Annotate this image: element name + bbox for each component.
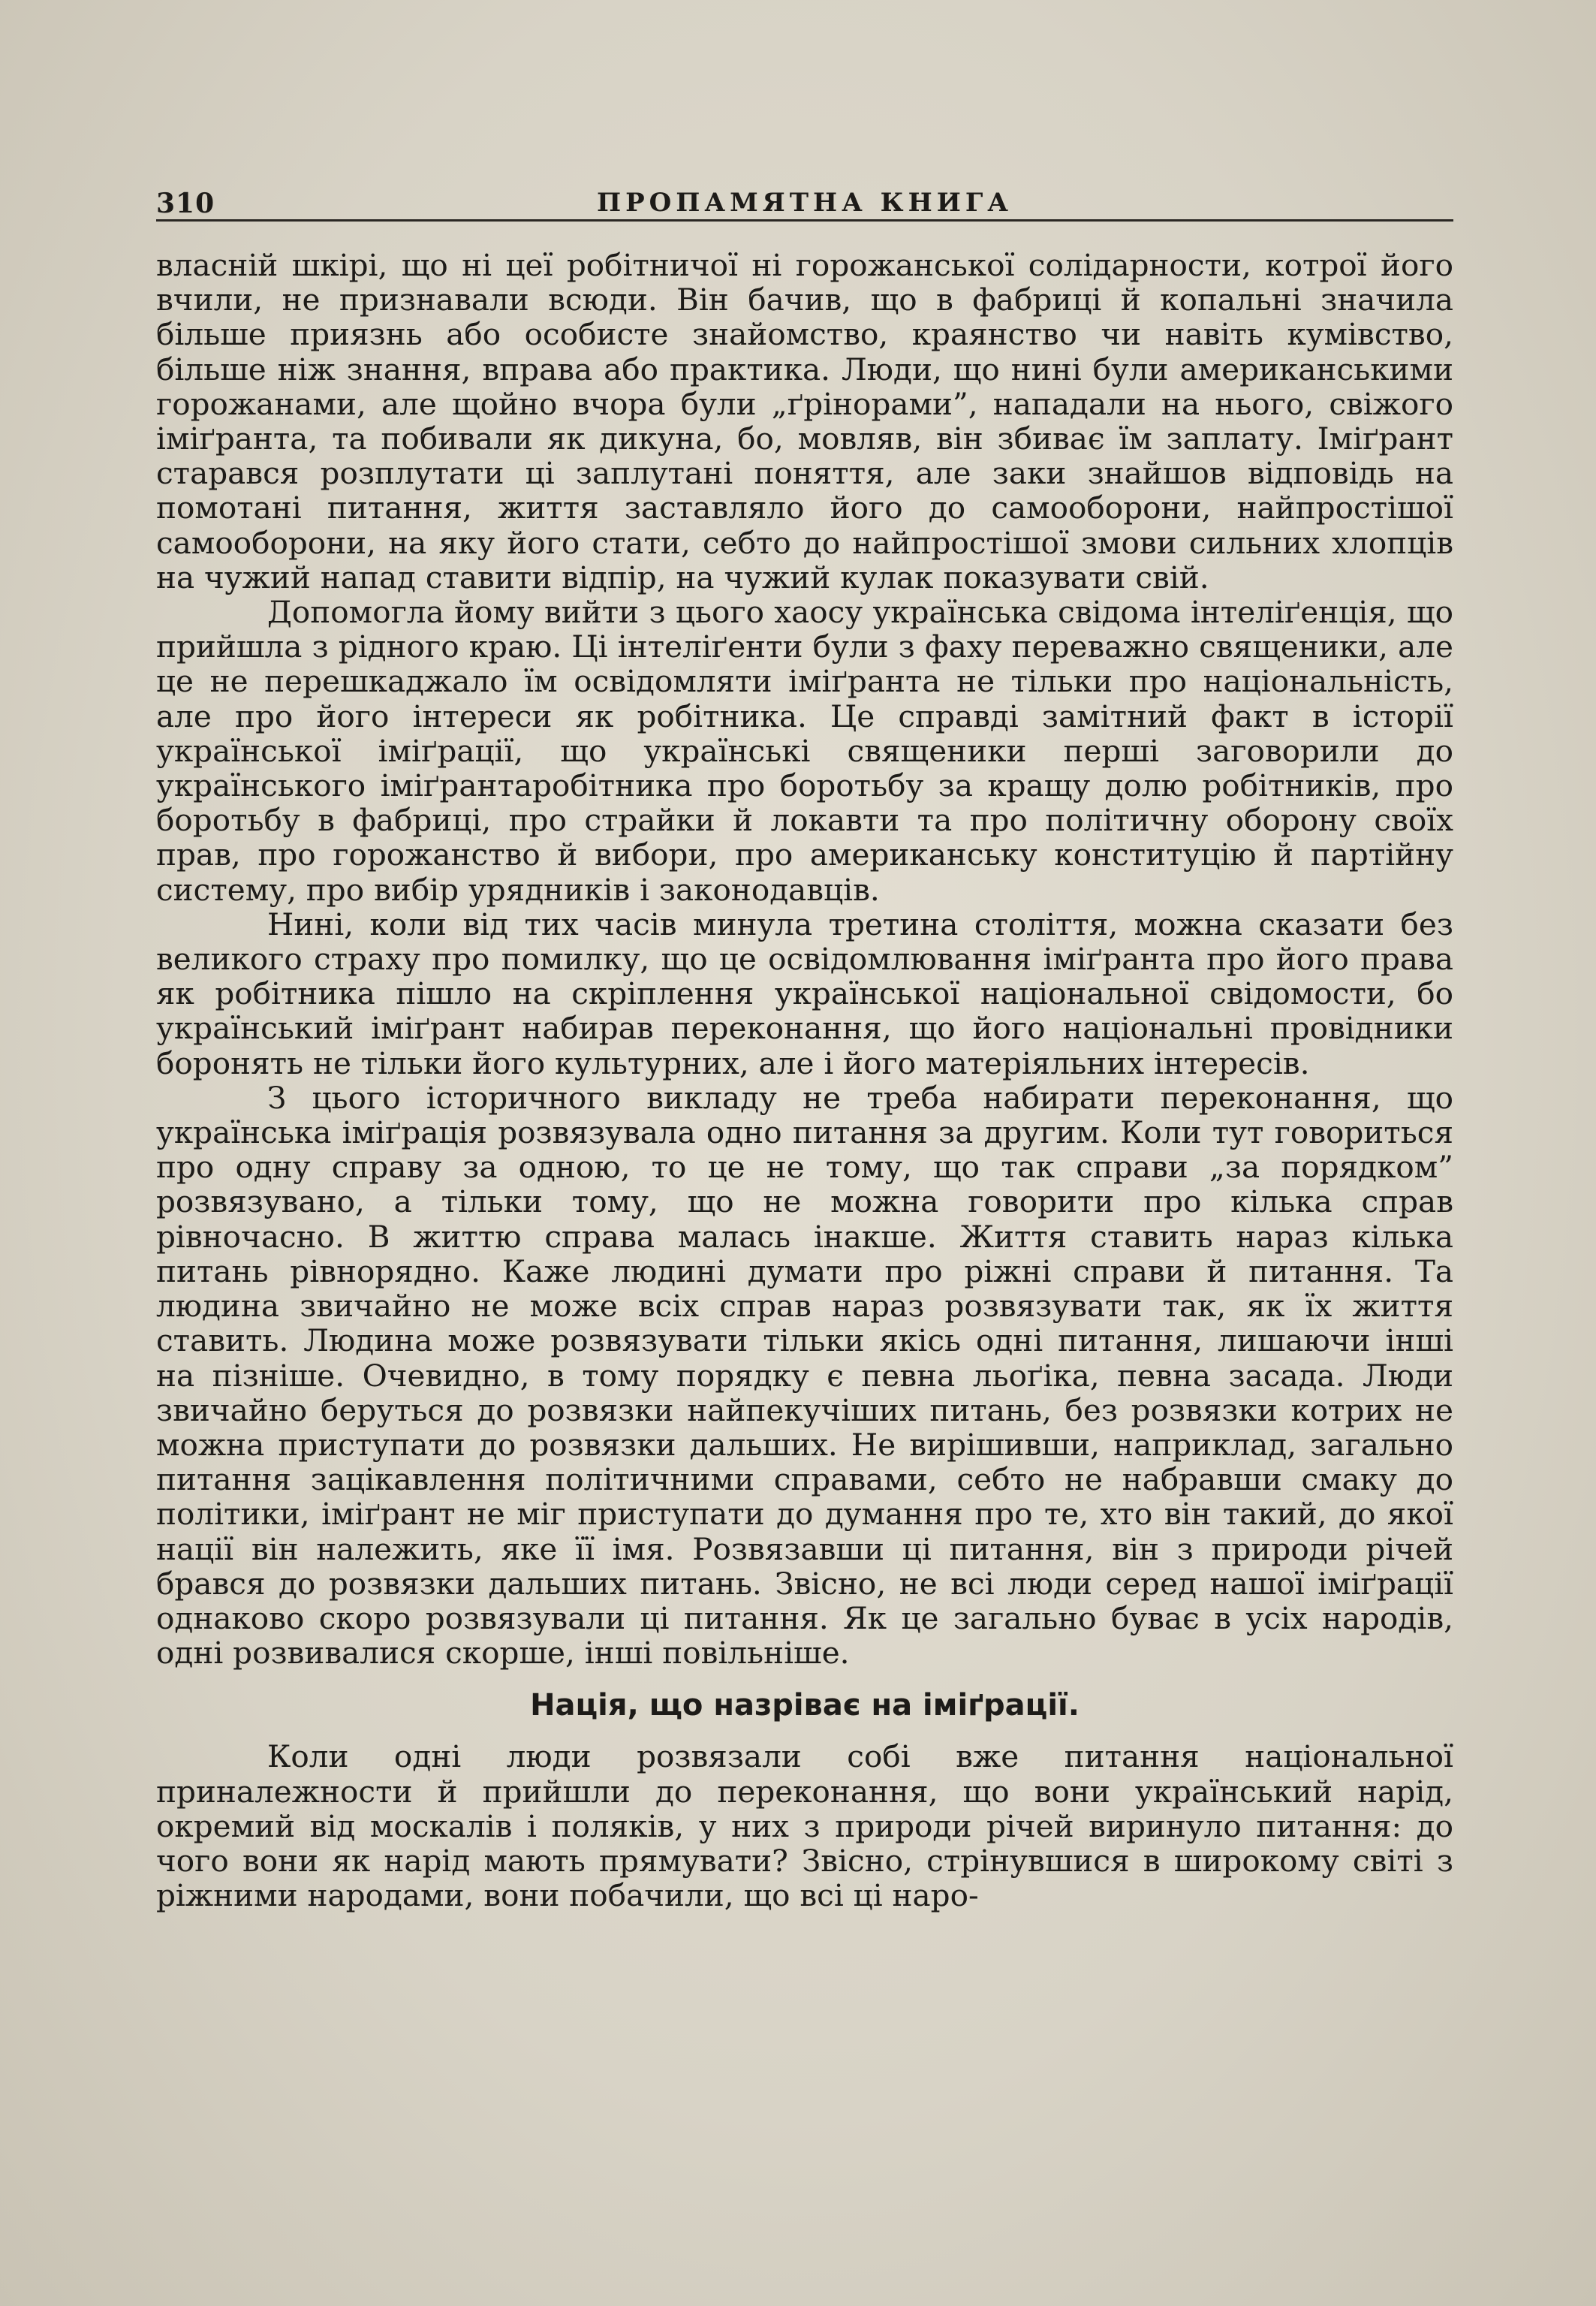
paragraph: З цього історичного викладу не треба набирати переконання, що українська іміґрація розвязувала одно питання за другим. Коли тут говориться про одну справу за одною, то це не тому, що так справи „за порядком” розвязувано, а тільки тому, що не можна говорити про кілька справ рівночасно. В життю справа малась інакше. Життя ставить нараз кілька питань рівнорядно. Каже людині думати про ріжні справи й питання. Та людина звичайно не може всіх справ нараз розвязувати так, як їх життя ставить. Людина може розвязувати тільки якісь одні питання, лишаючи інші на пізніше. Очевидно, в тому порядку є певна льоґіка, певна засада. Люди звичайно беруться до розвязки найпекучіших питань, без розвязки котрих не можна приступати до розвязки дальших. Не вирішивши, наприклад, загально питання зацікавлення політичними справами, себто не набравши смаку до політики, іміґрант не міг приступати до думання про те, хто він такий, до якої нації він належить, яке її імя. Розвязавши ці питання, він з природи річей брався до розвязки дальших питань. Звісно, не всі люди серед нашої іміґрації однаково скоро розвязували ці питання. Як це загально буває в усіх народів, одні розвивалися скорше, інші повільніше. (156, 1079, 1453, 1671)
paragraph: Нині, коли від тих часів минула третина століття, можна сказати без великого страху про помилку, що це освідомлювання іміґранта про його права як робітника пішло на скріплення української національної свідомости, бо український іміґрант набирав переконання, що його національні провідники боронять не тільки його культурних, але і його матеріяльних інтересів. (156, 906, 1453, 1081)
header-rule (156, 219, 1453, 222)
section-title: Нація, що назріває на іміґрації. (530, 1688, 1080, 1723)
running-title: ПРОПАМЯТНА КНИГА (596, 188, 1013, 218)
body-text (156, 248, 1453, 1913)
paragraph: Допомогла йому вийти з цього хаосу українська свідома інтеліґенція, що прийшла з рідного краю. Ці інтеліґенти були з фаху переважно священики, але це не перешкаджало їм освідомляти іміґранта не тільки про національність, але про його інтереси як робітника. Це справді замітний факт в історії української іміґрації, що українські священики перші заговорили до українського іміґрантаробітника про боротьбу за кращу долю робітників, про боротьбу в фабриці, про страйки й локавти та про політичну оборону своїх прав, про горожанство й вибори, про американську конституцію й партійну систему, про вибір урядників і законодавців. (156, 594, 1453, 908)
page-header (156, 186, 1453, 221)
page-number: 310 (156, 188, 215, 219)
paragraph: Коли одні люди розвязали собі вже питання національної приналежности й прийшли до переконання, що вони український нарід, окремий від москалів і поляків, у них з природи річей виринуло питання: до чого вони як нарід мають прямувати? Звісно, стрінувшися в широкому світі з ріжними народами, вони побачили, що всі ці наро- (156, 1738, 1453, 1914)
paragraph: власній шкірі, що ні цеї робітничої ні горожанської солідарности, котрої його вчили, не признавали всюди. Він бачив, що в фабриці й копальні значила більше приязнь або особисте знайомство, краянство чи навіть кумівство, більше ніж знання, вправа або практика. Люди, що нині були американськими горожанами, але щойно вчора були „ґрінорами”, нападали на нього, свіжого іміґранта, та побивали як дикуна, бо, мовляв, він збиває їм заплату. Іміґрант старався розплутати ці заплутані поняття, але заки знайшов відповідь на помотані питання, життя заставляло його до самооборони, найпростішої самооборони, на яку його стати, себто до найпростішої змови сильних хлопців на чужий напад ставити відпір, на чужий кулак показувати свій. (156, 247, 1453, 595)
